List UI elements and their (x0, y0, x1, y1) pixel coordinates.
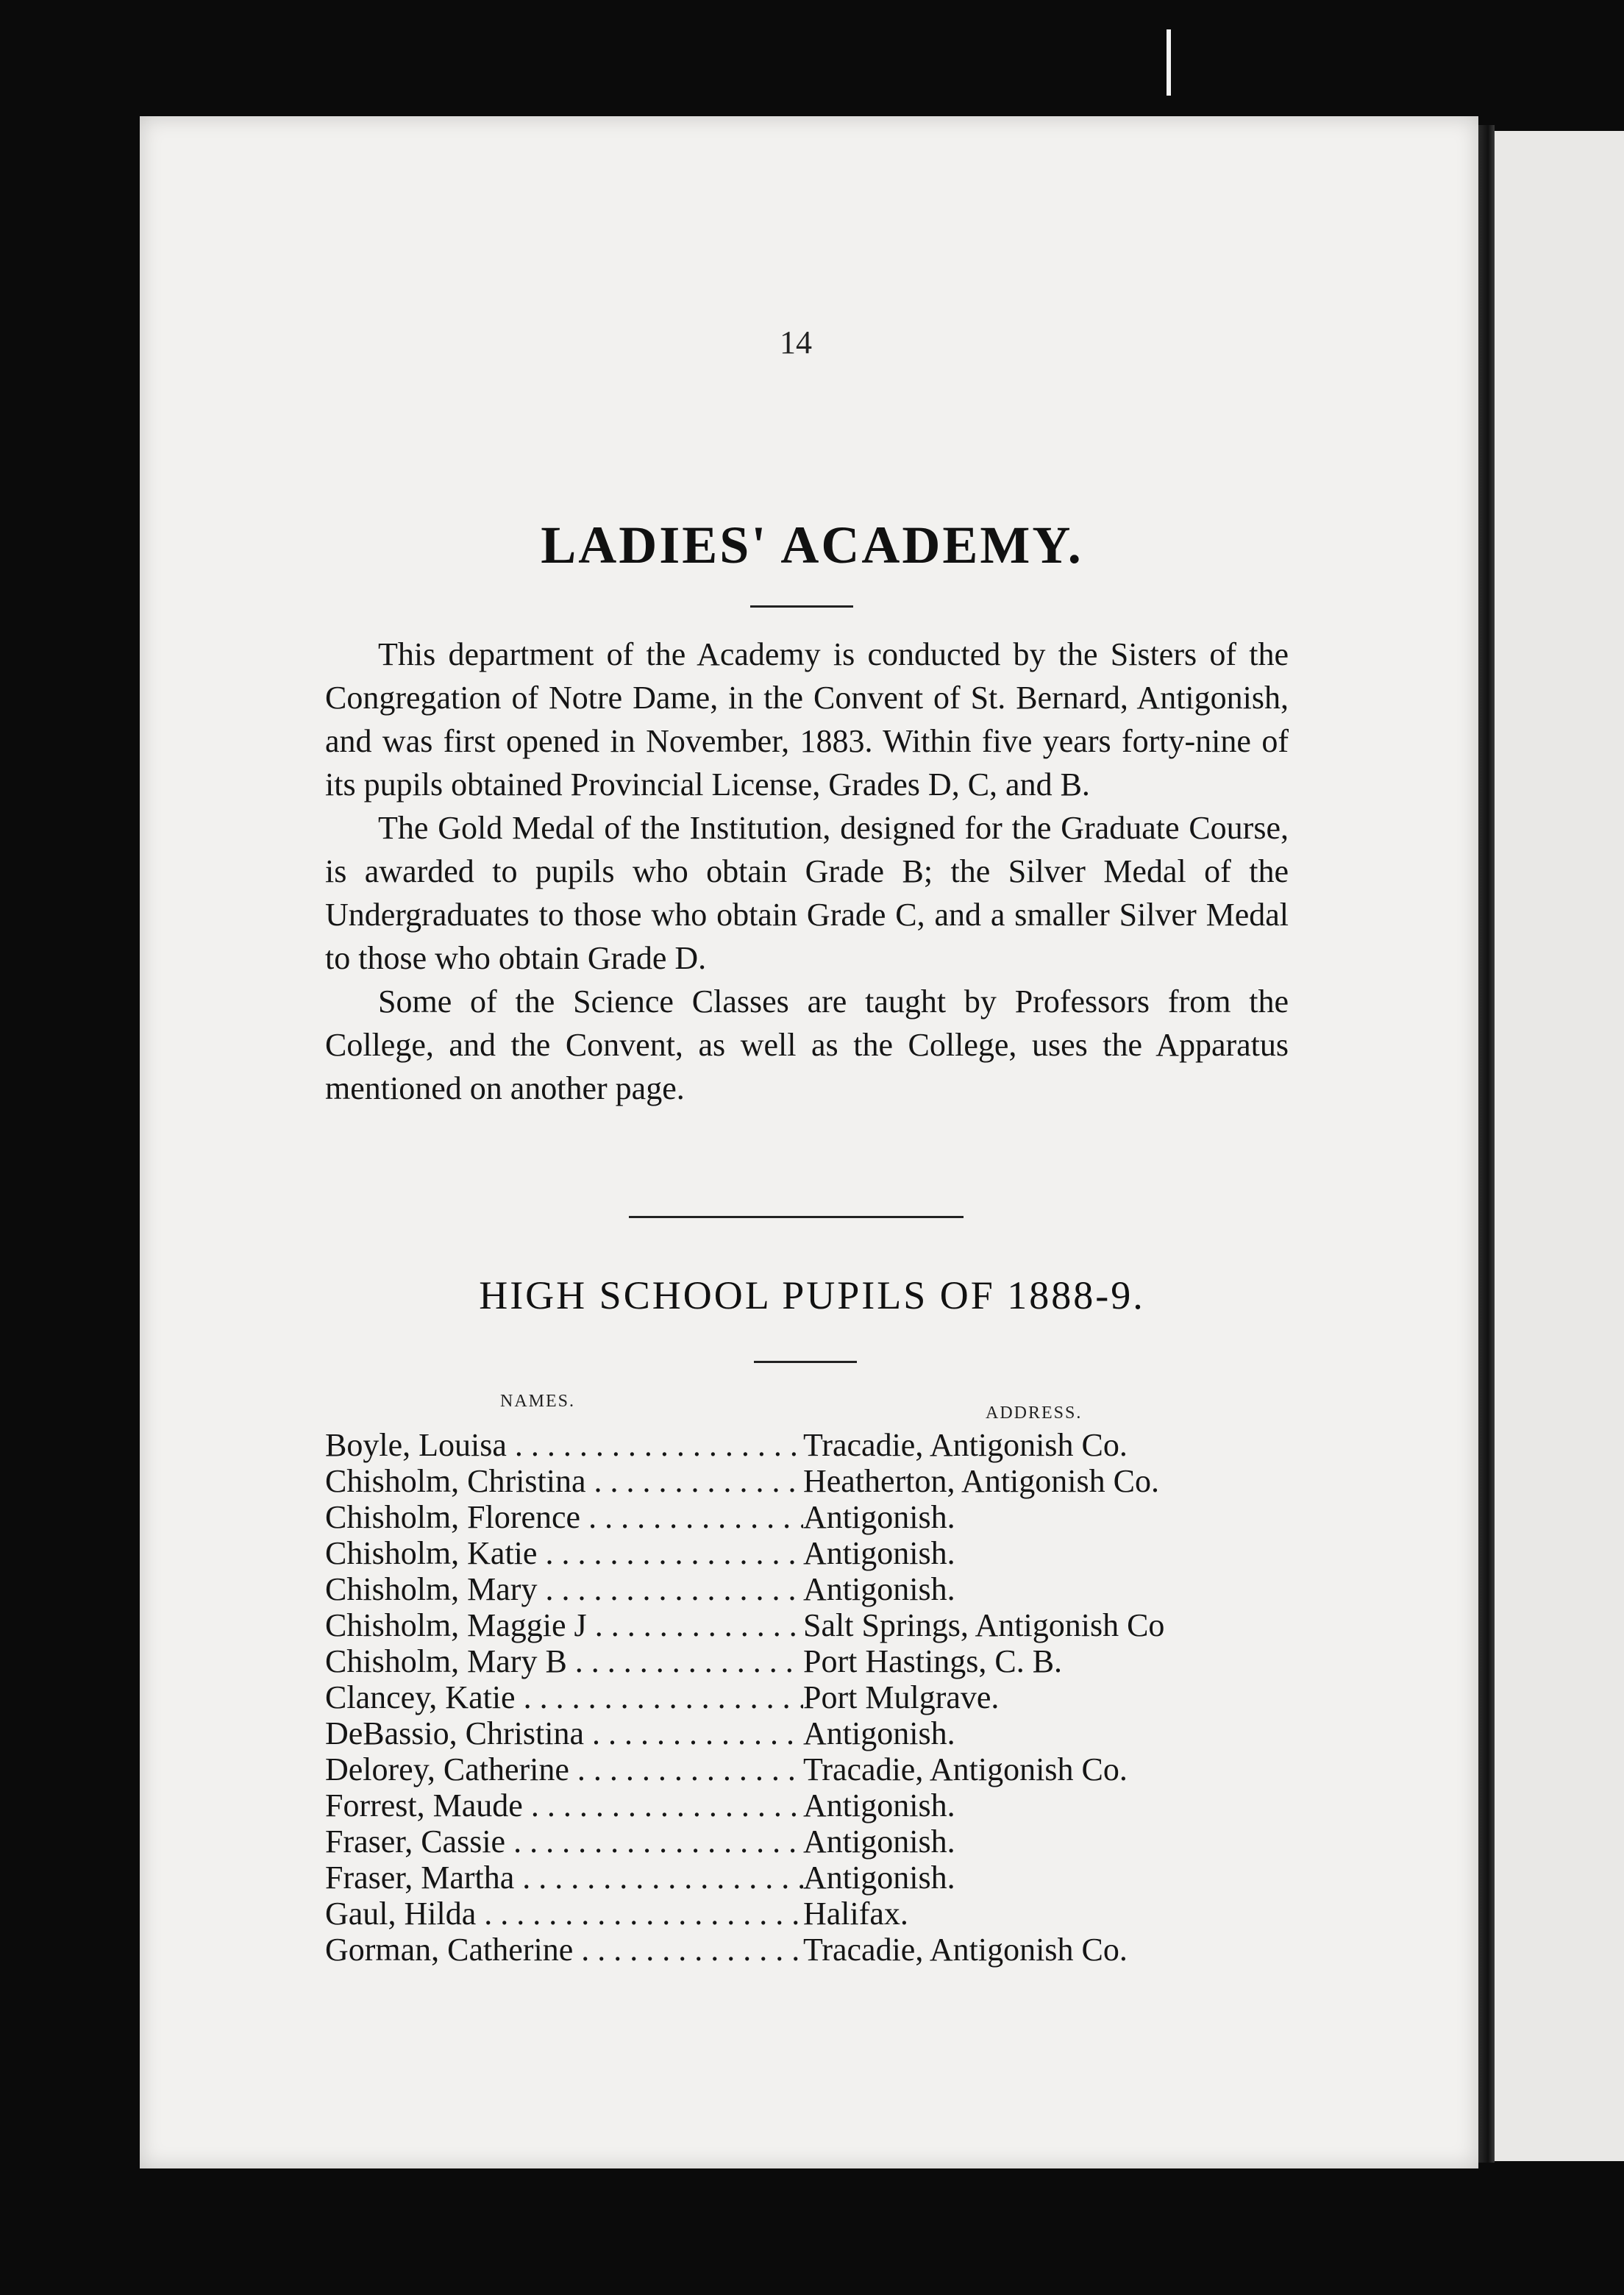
pupil-address: Heatherton, Antigonish Co. (803, 1463, 1159, 1499)
adjacent-page-edge (1495, 131, 1624, 2161)
list-item (325, 1607, 1281, 1643)
paragraph: Some of the Science Classes are taught by Professors from the College, and the Convent, as well as the College, uses the Apparatus mentioned on another page. (325, 983, 1289, 1106)
list-item (325, 1679, 1281, 1715)
pupil-address: Port Hastings, C. B. (803, 1643, 1063, 1679)
section-title: HIGH SCHOOL PUPILS OF 1888-9. (479, 1273, 1145, 1317)
title-rule (750, 605, 853, 608)
pupil-name: Boyle, Louisa . . . (325, 1427, 803, 1463)
list-item (325, 1932, 1281, 1968)
pupil-name: Gaul, Hilda . . . (325, 1896, 803, 1932)
pupil-name: Delorey, Catherine . . . (325, 1751, 803, 1787)
list-item (325, 1715, 1281, 1751)
paragraph: This department of the Academy is conducted by the Sisters of the Congregation of Notre Dame, in the Convent of St. Bernard, Antigonish, and was first opened in November, 1883. Within five years forty-nine of its pupils obtained Provincial License, Grades D, C, and B. (325, 636, 1289, 803)
film-speck (1167, 29, 1171, 96)
pupil-address: Antigonish. (803, 1571, 955, 1607)
list-item (325, 1463, 1281, 1499)
pupil-name: Chisholm, Christina . . . (325, 1463, 803, 1499)
pupil-name: Chisholm, Mary B . . . (325, 1643, 803, 1679)
paragraph: The Gold Medal of the Institution, designed for the Graduate Course, is awarded to pupils who obtain Grade B; the Silver Medal of the Undergraduates to those who obtain Grade C, and a smaller Silver Medal to those who obtain Grade D. (325, 810, 1289, 976)
list-item (325, 1787, 1281, 1823)
pupil-address: Halifax. (803, 1896, 908, 1932)
pupil-name: Clancey, Katie . . . (325, 1679, 803, 1715)
list-item (325, 1751, 1281, 1787)
pupil-address: Salt Springs, Antigonish Co (803, 1607, 1165, 1643)
pupil-address: Antigonish. (803, 1715, 955, 1751)
pupil-address: Antigonish. (803, 1787, 955, 1823)
pupil-name: Chisholm, Florence . . . (325, 1499, 803, 1535)
book-spine (1478, 125, 1495, 2163)
pupil-address: Antigonish. (803, 1823, 955, 1860)
pupil-name: Gorman, Catherine . . . (325, 1932, 803, 1968)
list-item (325, 1571, 1281, 1607)
pupil-address: Antigonish. (803, 1535, 955, 1571)
pupil-name: Chisholm, Maggie J . . . (325, 1607, 803, 1643)
list-item (325, 1643, 1281, 1679)
list-item (325, 1823, 1281, 1860)
pupil-name: Fraser, Cassie . . . (325, 1823, 803, 1860)
subtitle-rule (754, 1361, 857, 1363)
pupil-name: Chisholm, Katie . . . (325, 1535, 803, 1571)
address-column-header: ADDRESS. (986, 1403, 1083, 1423)
pupil-list (325, 1427, 1281, 1968)
names-column-header: NAMES. (500, 1392, 576, 1411)
list-item (325, 1499, 1281, 1535)
pupil-address: Antigonish. (803, 1499, 955, 1535)
pupil-address: Tracadie, Antigonish Co. (803, 1427, 1128, 1463)
pupil-name: Chisholm, Mary . . . (325, 1571, 803, 1607)
list-item (325, 1535, 1281, 1571)
pupil-address: Antigonish. (803, 1860, 955, 1896)
page-number: 14 (780, 324, 812, 360)
section-divider (629, 1216, 964, 1218)
intro-text (325, 633, 1289, 1110)
page-title: LADIES' ACADEMY. (541, 516, 1083, 574)
list-item (325, 1896, 1281, 1932)
list-item (325, 1427, 1281, 1463)
pupil-name: Fraser, Martha . . . (325, 1860, 803, 1896)
list-item (325, 1860, 1281, 1896)
pupil-name: DeBassio, Christina . . . (325, 1715, 803, 1751)
pupil-name: Forrest, Maude . . . (325, 1787, 803, 1823)
pupil-address: Port Mulgrave. (803, 1679, 1000, 1715)
pupil-address: Tracadie, Antigonish Co. (803, 1932, 1128, 1968)
pupil-address: Tracadie, Antigonish Co. (803, 1751, 1128, 1787)
